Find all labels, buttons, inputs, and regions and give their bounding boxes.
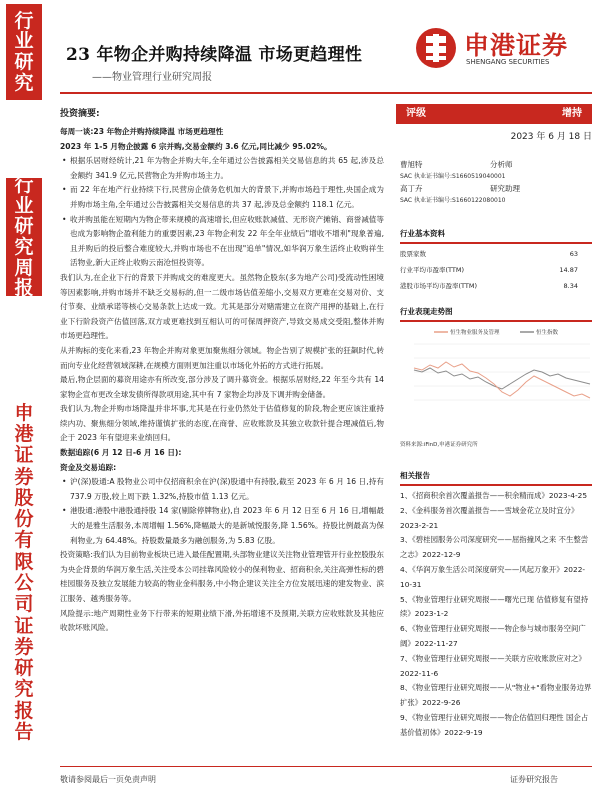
- rating-label: 评级: [406, 108, 426, 119]
- legend-series-1: 恒生物业服务及管理: [450, 330, 500, 336]
- legend-series-2: 恒生指数: [536, 330, 559, 336]
- band-char: 份: [14, 508, 34, 531]
- disclaimer-note: 敬请参阅最后一页免责声明: [60, 775, 156, 784]
- related-report-item[interactable]: [400, 681, 592, 711]
- band-char: 限: [14, 550, 34, 573]
- band-char: 有: [14, 529, 34, 552]
- related-report-date: 2022-9-19: [444, 727, 483, 737]
- band-char: 行: [14, 174, 34, 197]
- industry-basics: [400, 228, 592, 294]
- basics-row: 行业平均市盈率(TTM) 14.87: [400, 266, 578, 274]
- band-char: 究: [14, 236, 34, 258]
- footer-rule: [60, 766, 592, 767]
- paragraph: 最后,物企层面的募资用途亦有所改变,部分涉及了调升募资金。根据乐居财经,22 年至今共有 14 家物企宣布更改全球发债所得款项用途,其中有 7 家物企均涉及下调并购金储备。: [60, 375, 384, 399]
- analyst-cert: SAC 执业证书编号:S1660122080010: [400, 197, 506, 204]
- company-logo: [412, 24, 592, 74]
- band-char: 研: [14, 215, 34, 238]
- related-report-date: 2022-9-26: [422, 698, 461, 708]
- chart-plot: [400, 324, 592, 424]
- report-title: 23 年物企并购持续降温 市场更趋理性: [66, 45, 363, 65]
- analyst-name: 曹旭特: [400, 160, 423, 169]
- band-char: 港: [14, 423, 34, 446]
- logo-cn-text: 申港证券: [464, 31, 569, 60]
- band-char: 究: [14, 678, 34, 701]
- related-report-title: 5、《物业管理行业研究周报——曙光已现 估值修复有望持续》: [400, 594, 589, 619]
- report-type: 证券研究报告: [510, 775, 558, 784]
- key-stat: 2023 年 1-5 月物企披露 6 宗并购,交易金额约 3.6 亿元,同比减少 95.02%。: [60, 141, 332, 151]
- related-report-title: 6、《物业管理行业研究周报——物企参与城市服务空间广阔》: [400, 624, 586, 648]
- report-subtitle: ——物业管理行业研究周报: [92, 72, 212, 83]
- related-report-item[interactable]: [400, 489, 592, 504]
- paragraph: 我们认为,物企并购市场降温并非坏事,尤其是在行业仍然处于估值修复的阶段,物企更应该注重持续内功、聚焦细分领域,维持谨慎扩张的态度,在商誉、应收账款及其独立收款针提合理减值后,物企于 2023 年有望迎来业绩回归。: [60, 404, 384, 443]
- side-band-company-name: [6, 388, 42, 758]
- related-report-title: 3、《碧桂园服务公司深度研究——屈指撞风之来 不生整尝之志》: [400, 535, 589, 560]
- related-report-item[interactable]: [400, 593, 592, 623]
- analyst-role: 分析师: [490, 160, 513, 169]
- bullet-item: • 收并购虽能在短期内为物企带来规模的高速增长,但应收账款减值、无形资产摊销、商誉减值等也成为影响物企盈利能力的重要因素,23 年物企利发 22 年全年业绩后"增收不增利"现象普遍,且并购后的投后整合难度较大,并购市场也不在出现"追单"情况,如华润万象生活终止收购祥生活物业,新大正终止收购云南沧恒投资等。: [60, 213, 384, 271]
- bullet-item: • 港股通:港股中港股通持股 14 家(剔除停牌物业),自 2023 年 6 月 12 日至 6 月 16 日,增幅最大的是雅生活服务,本周增幅 1.56%,降幅最大的是新城悦服务,降 1.56%。持股比例最高为保利物业,为 64.48%。持股数量最多为融创服务,为 5.83 亿股。: [60, 504, 384, 548]
- chart-rule: [400, 320, 592, 322]
- analyst-block: [400, 158, 592, 204]
- main-content: [60, 104, 384, 636]
- related-report-date: 2022-11-6: [400, 668, 439, 678]
- header-rule: [60, 92, 592, 94]
- band-char: 告: [14, 720, 34, 743]
- related-report-date: 2023-2-21: [400, 520, 439, 530]
- related-report-title: 8、《物业管理行业研究周报——从"物业+"看物业服务边界扩张》: [400, 683, 592, 708]
- related-report-date: 2022-10-31: [400, 564, 586, 589]
- band-char: 证: [14, 614, 34, 637]
- related-report-item[interactable]: [400, 504, 592, 534]
- band-char: 研: [14, 657, 34, 680]
- chart-source: 资料来源:iFinD,申港证券研究所: [400, 442, 478, 448]
- logo-en-text: SHENGANG SECURITIES: [466, 58, 550, 66]
- basics-title: 行业基本资料: [400, 229, 445, 238]
- band-char: 证: [14, 444, 34, 467]
- related-report-title: 7、《物业管理行业研究周报——关联方应收账款应对之》: [400, 653, 586, 663]
- bullet-item: • 根据乐居财经统计,21 年为物企并购大年,全年通过公告披露相关交易信息的共 65 起,涉及总金额约 341.9 亿元,民营物企为并购市场主力。: [60, 154, 384, 183]
- band-char: 司: [14, 593, 34, 616]
- band-char: 股: [14, 486, 34, 509]
- risk-warning: 风险提示:地产周期性业务下行带来的短期业绩下滑,外拓增速不及预期,关联方应收账款及其他应收款坏账风险。: [60, 608, 384, 633]
- rating-box: [396, 104, 592, 142]
- band-char: 报: [14, 277, 34, 300]
- series-property-services-line: [414, 362, 590, 398]
- analyst-name: 高丁卉: [400, 184, 423, 193]
- capital-tracking-heading: 资金及交易追踪:: [60, 462, 117, 472]
- analyst-role: 研究助理: [490, 184, 520, 193]
- data-tracking-heading: 数据追踪(6 月 12 日-6 月 16 日):: [60, 448, 182, 458]
- analyst-row: [400, 182, 592, 195]
- related-reports: [400, 470, 592, 741]
- analyst-row: [400, 158, 592, 171]
- summary-heading: 投资摘要:: [60, 109, 100, 119]
- chart-legend: [434, 328, 559, 336]
- performance-chart: [400, 306, 592, 448]
- band-char: 行: [14, 9, 34, 32]
- rating-value: 增持: [562, 108, 582, 119]
- report-date: 2023 年 6 月 18 日: [510, 132, 592, 142]
- related-report-title: 4、《华润万象生活公司深度研究——风起万象开》: [400, 564, 564, 574]
- related-report-item[interactable]: [400, 711, 592, 741]
- related-report-item[interactable]: [400, 622, 592, 652]
- basics-row: 股票家数 63: [400, 250, 578, 258]
- related-report-title: 9、《物业管理行业研究周报——物企估值回归理性 国企占基价值初体》: [400, 712, 589, 737]
- rating-header: [396, 104, 592, 124]
- related-report-date: 2022-12-9: [422, 550, 461, 560]
- band-char: 究: [14, 71, 34, 94]
- related-report-item[interactable]: [400, 563, 592, 593]
- band-char: 券: [14, 635, 34, 658]
- weekly-topic: 每周一谈:23 年物企并购持续降温 市场更趋理性: [60, 127, 224, 136]
- paragraph: 从并购标的变化来看,23 年物企并购对象更加聚焦细分领域。物企告别了规模扩张的狂飙时代,转而向专业化经营领域深耕,在规模方面则更加注重以市场化外拓的方式进行拓展。: [60, 345, 384, 370]
- related-report-date: 2023-1-2: [414, 609, 449, 619]
- related-rule: [400, 484, 592, 486]
- related-report-title: 1、《招商积余首次覆盖报告——积余精而成》: [400, 491, 549, 500]
- bullet-item: • 沪(深)股通:A 股物业公司中仅招商积余在沪(深)股通中有持股,截至 2023 年 6 月 16 日,持有 737.9 万股,较上周下跌 1.32%,持股市值 1.13 亿元。: [60, 475, 384, 504]
- band-char: 业: [14, 30, 34, 53]
- related-report-date: 2023-4-25: [548, 491, 588, 500]
- related-report-date: 2022-11-27: [414, 638, 458, 648]
- related-title: 相关报告: [400, 471, 430, 480]
- analyst-cert: SAC 执业证书编号:S1660519040001: [400, 173, 506, 180]
- logo-mark-icon: [414, 26, 458, 70]
- side-band-weekly-report: [6, 174, 42, 300]
- band-char: 公: [14, 572, 34, 594]
- related-report-item[interactable]: [400, 533, 592, 563]
- band-char: 周: [14, 256, 34, 279]
- chart-title: 行业表现走势图: [400, 307, 453, 316]
- side-band-industry-research: [6, 4, 42, 100]
- paragraph: 我们认为,在企业下行的背景下并购成交的难度更大。虽然物企股东(多为地产公司)受流动性困境等因素影响,并购市场并不缺乏交易标的,但一二级市场估值差缩小,交易双方更难在交易对价、支付节奏、业绩承诺等核心交易条款上达成一致。尤其是部分对赌需建立在资产用押的基础上,在行业下行阶段资产估值回落,双方或更难找到互相认可的可保周押资产,导致交易成交受阻,整体并购市场更趋理性。: [60, 272, 384, 341]
- bullet-item: • 而 22 年在地产行业持续下行,民营房企债务危机加大的背景下,并购市场趋于理性,央国企成为并购市场主角,全年通过公告披露相关交易信息的共 37 起,涉及总金额约 118.1 亿元。: [60, 183, 384, 212]
- related-report-title: 2、《金科服务首次覆盖报告——雪域金花立及时宜分》: [400, 505, 579, 515]
- band-char: 研: [14, 51, 34, 73]
- band-char: 券: [14, 465, 34, 488]
- investment-strategy: 投资策略:我们认为目前物业板块已进入最佳配置期,头部物业建议关注物业管理管开行业控股股东为央企背景的华润万象生活,关注受本公司挂靠风险较小的保利物业、招商积余,关注高弹性标的碧桂园服务及独立发展能力较高的物业金科服务,中小物企建议关注全方位发展迅速的建发物业、滨江服务、越秀服务等。: [60, 550, 384, 603]
- band-char: 业: [14, 194, 34, 217]
- basics-row: 港股市场平均市盈率(TTM) 8.34: [400, 282, 578, 290]
- band-char: 报: [14, 699, 34, 722]
- basics-rule: [400, 242, 592, 244]
- band-char: 申: [14, 401, 34, 424]
- related-report-item[interactable]: [400, 652, 592, 682]
- related-list: [400, 489, 592, 741]
